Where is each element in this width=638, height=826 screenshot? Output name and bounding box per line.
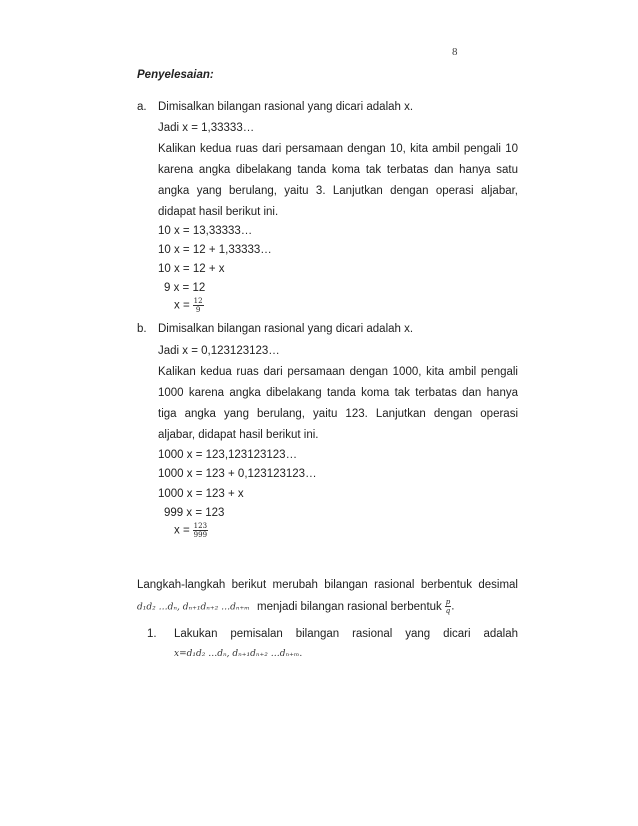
part-a-para-line: didapat hasil berikut ini. bbox=[158, 206, 279, 218]
page-number: 8 bbox=[452, 46, 458, 58]
part-a-step: 10 x = 13,33333… bbox=[158, 225, 253, 237]
part-b-intro: Dimisalkan bilangan rasional yang dicari adalah x. bbox=[158, 323, 414, 335]
part-b-jadi: Jadi x = 0,123123123… bbox=[158, 345, 280, 357]
part-b-step: 999 x = 123 bbox=[164, 507, 225, 519]
closing-line-1: Langkah-langkah berikut merubah bilangan rasional berbentuk desimal bbox=[137, 579, 518, 591]
part-a-intro: Dimisalkan bilangan rasional yang dicari adalah x. bbox=[158, 101, 414, 113]
solution-heading: Penyelesaian: bbox=[137, 69, 214, 81]
part-a-para-line: angka yang berulang, yaitu 3. Lanjutkan dengan operasi aljabar, bbox=[158, 185, 518, 197]
part-a-step: 10 x = 12 + x bbox=[158, 263, 225, 275]
part-b-step: 1000 x = 123 + 0,123123123… bbox=[158, 468, 317, 480]
part-a-step: 10 x = 12 + 1,33333… bbox=[158, 244, 272, 256]
part-a-result bbox=[174, 297, 204, 314]
part-a-fraction bbox=[193, 297, 204, 314]
part-a-para-line: karena angka dibelakang tanda koma tak terbatas dan hanya satu bbox=[158, 164, 518, 176]
decimal-formula: d₁d₂ …dₙ, dₙ₊₁dₙ₊₂ …dₙ₊ₘ bbox=[137, 602, 250, 613]
part-a-jadi: Jadi x = 1,33333… bbox=[158, 122, 255, 134]
step-1-text: Lakukan pemisalan bilangan rasional yang dicari adalah bbox=[174, 628, 518, 640]
part-a-para-line: Kalikan kedua ruas dari persamaan dengan 10, kita ambil pengali 10 bbox=[158, 143, 518, 155]
fraction-numerator: 12 bbox=[193, 297, 203, 305]
part-b-fraction bbox=[193, 522, 208, 539]
fraction-denominator: q bbox=[445, 607, 451, 615]
step-1-formula bbox=[174, 647, 302, 659]
part-a-step: 9 x = 12 bbox=[164, 282, 206, 294]
part-b-step: 1000 x = 123 + x bbox=[158, 488, 244, 500]
part-a-marker: a. bbox=[137, 101, 147, 113]
closing-line-2-text: menjadi bilangan rasional berbentuk bbox=[257, 600, 442, 613]
step-1-marker: 1. bbox=[147, 628, 157, 640]
fraction-denominator: 999 bbox=[193, 531, 208, 539]
fraction-numerator: p bbox=[445, 598, 451, 606]
part-b-marker: b. bbox=[137, 323, 147, 335]
step-1-math: x=d₁d₂ …dₙ, dₙ₊₁dₙ₊₂ …dₙ₊ₘ. bbox=[174, 649, 303, 659]
part-b-para-line: 1000 karena angka dibelakang tanda koma tak terbatas dan hanya bbox=[158, 387, 518, 399]
part-b-result bbox=[174, 522, 208, 539]
closing-line-2 bbox=[137, 598, 454, 615]
part-b-para-line: aljabar, didapat hasil berikut ini. bbox=[158, 429, 319, 441]
fraction-numerator: 123 bbox=[193, 522, 208, 530]
part-b-para-line: tiga angka yang berulang, yaitu 123. Lanjutkan dengan operasi bbox=[158, 408, 518, 420]
part-b-result-lhs: x = bbox=[174, 524, 190, 537]
fraction-denominator: 9 bbox=[195, 306, 201, 314]
part-b-step: 1000 x = 123,123123123… bbox=[158, 449, 298, 461]
part-a-result-lhs: x = bbox=[174, 299, 190, 312]
closing-period: . bbox=[451, 600, 455, 613]
part-b-para-line: Kalikan kedua ruas dari persamaan dengan 1000, kita ambil pengali bbox=[158, 366, 518, 378]
